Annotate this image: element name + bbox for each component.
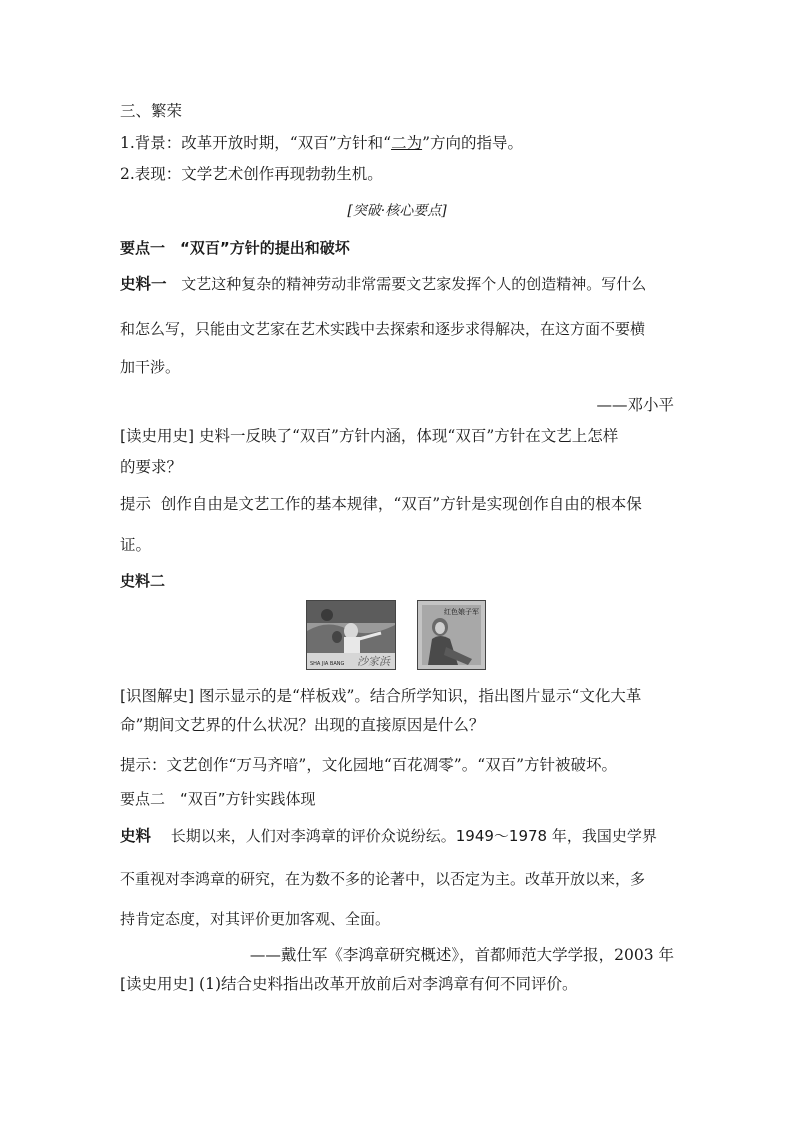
background-line: 1.背景：改革开放时期，“双百”方针和“二为”方向的指导。	[120, 134, 524, 152]
material1-line2: 和怎么写，只能由文艺家在艺术实践中去探索和逐步求得解决，在这方面不要横	[120, 320, 646, 338]
breakthrough-header: [突破·核心要点]	[347, 203, 447, 219]
point2-material-label: 史料	[120, 827, 152, 845]
shajiabang-caption-title: 沙家浜	[357, 655, 390, 668]
red-detachment-poster	[417, 600, 486, 670]
point2-material-line3: 持肯定态度，对其评价更加客观、全面。	[120, 910, 391, 928]
analyze-label: [识图解史]	[120, 687, 195, 705]
material1-label: 史料一	[120, 275, 167, 293]
point1-title: 要点一 “双百”方针的提出和破坏	[120, 239, 350, 257]
shajiabang-poster	[306, 600, 396, 670]
material2-label: 史料二	[120, 572, 166, 590]
material1-line3: 加干涉。	[120, 358, 181, 376]
question1-line2: 的要求？	[120, 458, 183, 476]
point2-read-use-label: [读史用史]	[120, 975, 195, 993]
point2-question: [读史用史] (1)结合史料指出改革开放前后对李鸿章有何不同评价。	[120, 975, 578, 993]
red-detachment-caption: 红色娘子军	[444, 608, 479, 616]
point2-title: 要点二 “双百”方针实践体现	[120, 790, 316, 808]
shajiabang-caption-latin: SHA JIA BANG	[310, 661, 345, 667]
underlined-term: 二为	[391, 134, 423, 152]
read-use-label: [读史用史]	[120, 427, 195, 445]
point2-material-source: ——戴仕军《李鸿章研究概述》，首都师范大学学报，2003 年	[249, 946, 674, 964]
point2-material-line2: 不重视对李鸿章的研究，在为数不多的论著中，以否定为主。改革开放以来，多	[120, 870, 646, 888]
expression-line: 2.表现：文学艺术创作再现勃勃生机。	[120, 165, 383, 183]
question2-line1: [识图解史] 图示显示的是“样板戏”。结合所学知识，指出图片显示“文化大革	[120, 687, 642, 705]
section-title: 三、繁荣	[120, 102, 183, 120]
hint2-line: 提示：文艺创作“万马齐喑”，文化园地“百花凋零”。“双百”方针被破坏。	[120, 756, 618, 774]
hint1-line2: 证。	[120, 536, 152, 554]
question2-line2: 命”期间文艺界的什么状况？出现的直接原因是什么？	[120, 716, 485, 734]
hint1-label: 提示	[120, 495, 152, 513]
material1-source: ——邓小平	[596, 396, 674, 414]
question1-line1: [读史用史] 史料一反映了“双百”方针内涵，体现“双百”方针在文艺上怎样	[120, 427, 619, 445]
material1-line1: 史料一 文艺这种复杂的精神劳动非常需要文艺家发挥个人的创造精神。写什么	[120, 275, 647, 293]
hint1-line1: 提示 创作自由是文艺工作的基本规律，“双百”方针是实现创作自由的根本保	[120, 495, 642, 513]
point2-material-line1: 史料 长期以来，人们对李鸿章的评价众说纷纭。1949～1978 年，我国史学界	[120, 827, 657, 845]
